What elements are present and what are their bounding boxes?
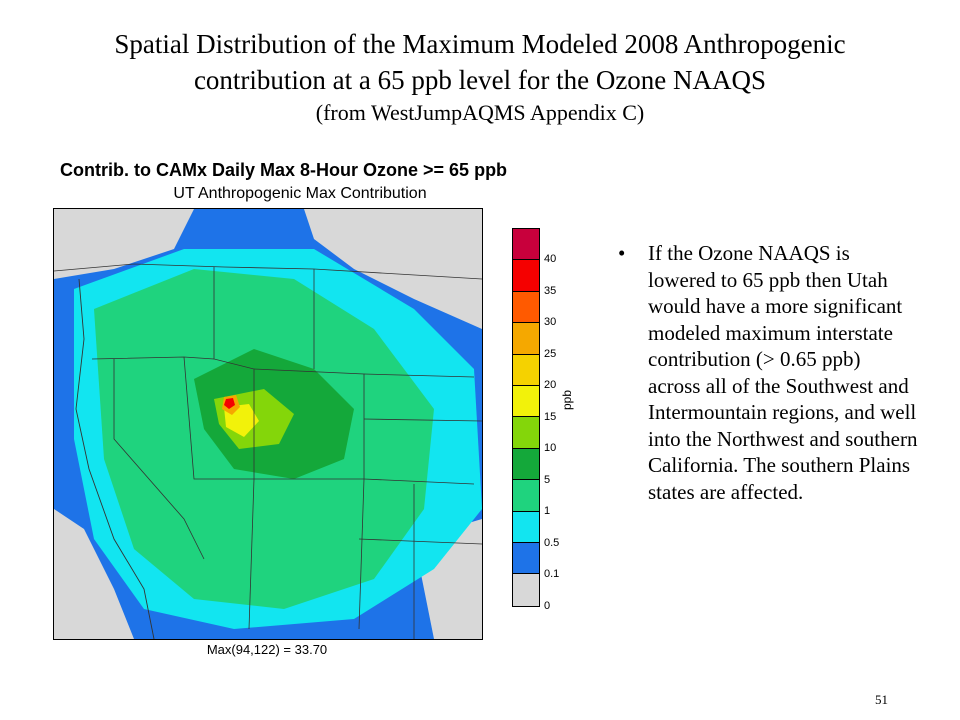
legend-cell-4 — [513, 355, 539, 386]
bullet-text: If the Ozone NAAQS is lowered to 65 ppb then Utah would have a more significant modeled maximum interstate contribution (> 0.65 ppb) across all of the Southwest and Intermountain regions, and well into the Northwest and southern California. The southern Plains states are affected. — [648, 241, 918, 504]
legend-label: 0.5 — [544, 537, 560, 549]
legend-cell-9 — [513, 512, 539, 543]
slide-subtitle: (from WestJumpAQMS Appendix C) — [315, 100, 645, 125]
slide-title-line2: contribution at a 65 ppb level for the Ozone NAAQS — [193, 65, 767, 95]
legend-cell-6 — [513, 417, 539, 448]
map-subtitle: UT Anthropogenic Max Contribution — [173, 185, 427, 202]
legend-label: 10 — [544, 442, 557, 454]
bullet-point — [618, 240, 918, 505]
legend-cell-1 — [513, 260, 539, 291]
legend-cell-3 — [513, 323, 539, 354]
legend-cell-7 — [513, 449, 539, 480]
map-max-caption: Max(94,122) = 33.70 — [206, 642, 328, 657]
page-number: 51 — [875, 692, 888, 707]
legend-label: 0 — [544, 600, 551, 612]
bullet-symbol: • — [618, 241, 626, 265]
legend-label: 15 — [544, 411, 557, 423]
legend-cell-8 — [513, 480, 539, 511]
legend-cell-10 — [513, 543, 539, 574]
legend-label: 0.1 — [544, 568, 560, 580]
legend-label: 40 — [544, 253, 557, 265]
ozone-contribution-map — [53, 208, 483, 640]
legend-label: 25 — [544, 348, 557, 360]
map-title: Contrib. to CAMx Daily Max 8-Hour Ozone >= 65 ppb — [60, 160, 508, 180]
slide-title — [30, 26, 930, 128]
legend-label: 30 — [544, 316, 557, 328]
legend-cell-2 — [513, 292, 539, 323]
legend-cell-0 — [513, 229, 539, 260]
legend-unit: ppb — [560, 389, 574, 410]
color-legend — [512, 228, 540, 607]
legend-cell-5 — [513, 386, 539, 417]
slide-title-line1: Spatial Distribution of the Maximum Modeled 2008 Anthropogenic — [114, 29, 846, 59]
legend-label: 20 — [544, 379, 557, 391]
legend-label: 5 — [544, 474, 551, 486]
map-graphic — [54, 209, 482, 639]
legend-cell-11 — [513, 574, 539, 605]
legend-label: 1 — [544, 505, 551, 517]
legend-label: 35 — [544, 285, 557, 297]
